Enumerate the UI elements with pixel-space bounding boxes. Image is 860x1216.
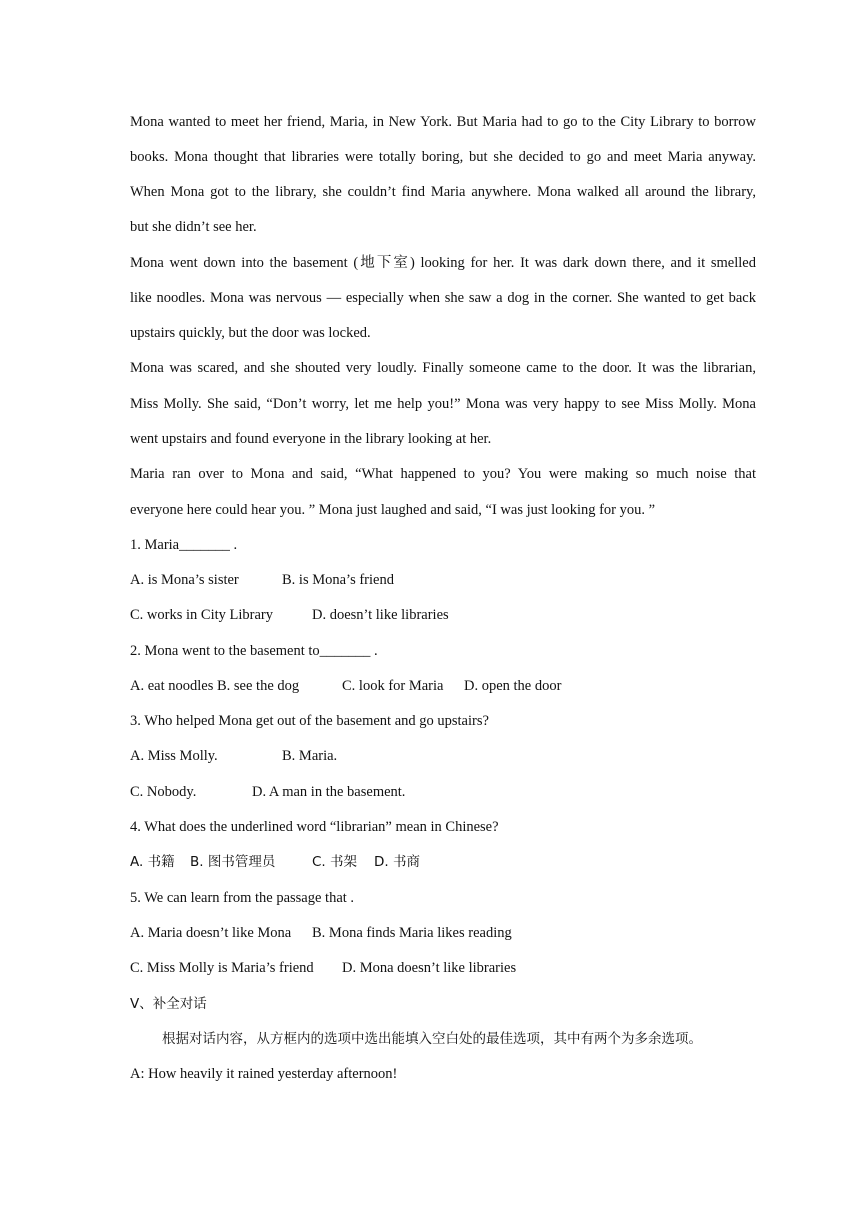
option: B. 图书管理员: [190, 854, 276, 870]
dialogue-line: A: How heavily it rained yesterday afternoon!: [130, 1066, 398, 1082]
option: A. Miss Molly.: [130, 748, 218, 764]
option: C. Nobody.: [130, 784, 197, 800]
option: B. Mona finds Maria likes reading: [312, 925, 512, 941]
passage-line: upstairs quickly, but the door was locked.: [130, 325, 371, 341]
section-heading: V、补全对话: [130, 996, 207, 1012]
option: C. look for Maria: [342, 678, 444, 694]
option: B. is Mona’s friend: [282, 572, 394, 588]
option: A. eat noodles B. see the dog: [130, 678, 300, 694]
passage-line: everyone here could hear you. ” Mona just laughed and said, “I was just looking for you. ”: [130, 502, 656, 518]
passage-line: like noodles. Mona was nervous — especially when she saw a dog in the corner. She wanted to get back: [130, 290, 756, 306]
question-stem: 4. What does the underlined word “librarian” mean in Chinese?: [130, 819, 499, 835]
passage-line: books. Mona thought that libraries were totally boring, but she decided to go and meet Maria anyway.: [130, 149, 756, 165]
question-stem: 3. Who helped Mona get out of the basement and go upstairs?: [130, 713, 489, 729]
option: A. 书籍: [130, 854, 175, 870]
question-stem: 5. We can learn from the passage that .: [130, 890, 355, 906]
question-stem: 2. Mona went to the basement to_______ .: [130, 643, 378, 659]
passage-line: Mona went down into the basement (地下室) looking for her. It was dark down there, and it smelled: [130, 255, 756, 271]
option: A. is Mona’s sister: [130, 572, 239, 588]
option: C. works in City Library: [130, 607, 273, 623]
passage-line: but she didn’t see her.: [130, 219, 257, 235]
passage-line: When Mona got to the library, she couldn’t find Maria anywhere. Mona walked all around the library,: [130, 184, 756, 200]
section-instruction: 根据对话内容，从方框内的选项中选出能填入空白处的最佳选项，其中有两个为多余选项。: [162, 1031, 702, 1047]
option: D. A man in the basement.: [252, 784, 406, 800]
option: D. open the door: [464, 678, 562, 694]
passage-line: Maria ran over to Mona and said, “What happened to you? You were making so much noise that: [130, 466, 756, 482]
question-stem: 1. Maria_______ .: [130, 537, 238, 553]
option: D. doesn’t like libraries: [312, 607, 449, 623]
passage-line: Mona was scared, and she shouted very loudly. Finally someone came to the door. It was the librarian,: [130, 360, 756, 376]
option: A. Maria doesn’t like Mona: [130, 925, 292, 941]
option: C. 书架: [312, 854, 358, 870]
option: D. Mona doesn’t like libraries: [342, 960, 517, 976]
passage-line: Miss Molly. She said, “Don’t worry, let me help you!” Mona was very happy to see Miss Molly. Mona: [130, 396, 756, 412]
option: C. Miss Molly is Maria’s friend: [130, 960, 314, 976]
passage-line: Mona wanted to meet her friend, Maria, in New York. But Maria had to go to the City Library to borrow: [130, 114, 756, 130]
option: B. Maria.: [282, 748, 338, 764]
passage-line: went upstairs and found everyone in the library looking at her.: [130, 431, 492, 447]
option: D. 书商: [374, 854, 420, 870]
